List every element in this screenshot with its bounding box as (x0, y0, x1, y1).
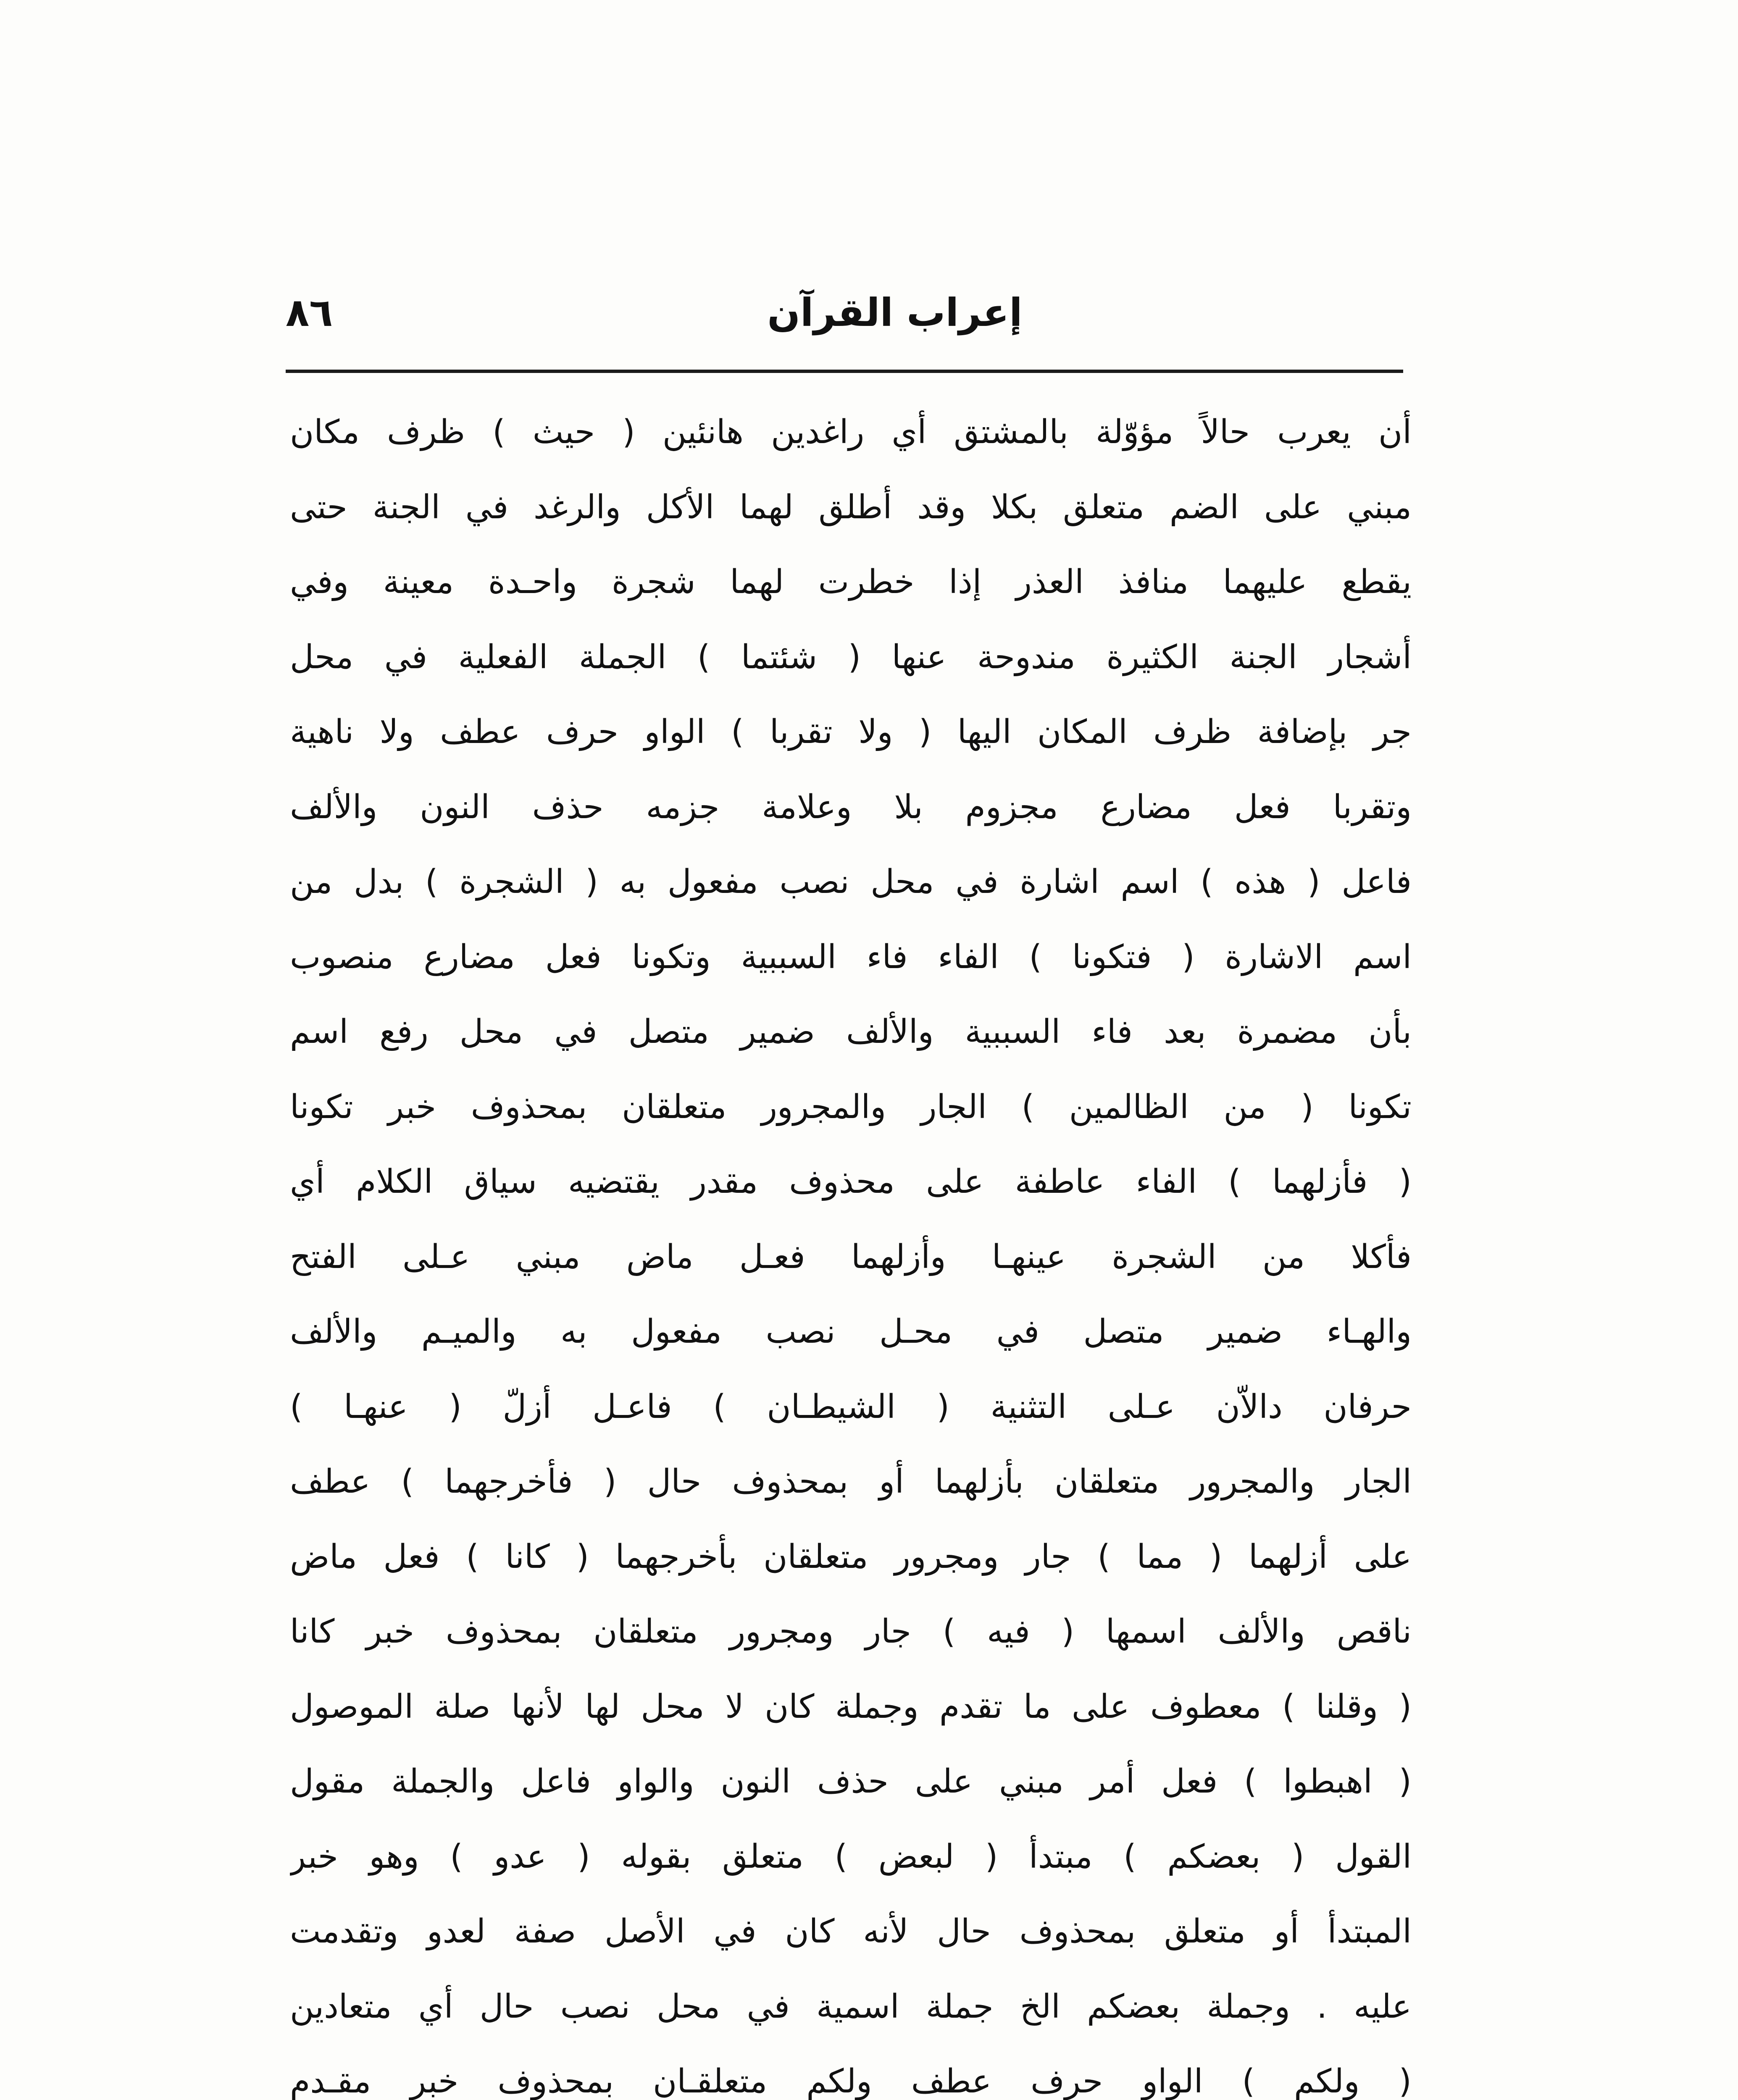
text-line: ( وقلنا ) معطوف على ما تقدم وجملة كان لا محل لها لأنها صلة الموصول (290, 1688, 1412, 1726)
text-line: والهـاء ضمير متصل في محـل نصب مفعول به والميـم والألف (290, 1313, 1412, 1351)
text-line: وتقربا فعل مضارع مجزوم بلا وعلامة جزمه حذف النون والألف (290, 788, 1412, 826)
running-title: إعراب القرآن (767, 290, 1023, 335)
text-line: حرفان دالاّن عـلى التثنية ( الشيطـان ) فاعـل أزلّ ( عنهـا ) (290, 1388, 1412, 1426)
text-line: ناقص والألف اسمها ( فيه ) جار ومجرور متعلقان بمحذوف خبر كانا (290, 1613, 1412, 1651)
text-line: على أزلهما ( مما ) جار ومجرور متعلقان بأخرجهما ( كانا ) فعل ماض (290, 1538, 1412, 1576)
text-line: اسم الاشارة ( فتكونا ) الفاء فاء السببية وتكونا فعل مضارع منصوب (290, 938, 1412, 976)
text-line: القول ( بعضكم ) مبتدأ ( لبعض ) متعلق بقوله ( عدو ) وهو خبر (290, 1838, 1412, 1876)
body-text (290, 395, 1412, 2100)
page-number: ٨٦ (286, 290, 333, 335)
text-line: فأكلا من الشجرة عينهـا وأزلهما فعـل ماض مبني عـلى الفتح (290, 1238, 1412, 1276)
text-line: عليه . وجملة بعضكم الخ جملة اسمية في محل نصب حال أي متعادين (290, 1987, 1412, 2026)
text-line: يقطع عليهما منافذ العذر إذا خطرت لهما شجرة واحـدة معينة وفي (290, 563, 1412, 601)
text-line: ( ولكم ) الواو حرف عطف ولكم متعلقـان بمحذوف خبر مقـدم (290, 2063, 1412, 2100)
text-line: مبني على الضم متعلق بكلا وقد أطلق لهما الأكل والرغد في الجنة حتى (290, 488, 1412, 526)
text-line: الجار والمجرور متعلقان بأزلهما أو بمحذوف حال ( فأخرجهما ) عطف (290, 1463, 1412, 1501)
text-line: ( اهبطوا ) فعل أمر مبني على حذف النون والواو فاعل والجملة مقول (290, 1763, 1412, 1801)
text-line: تكونا ( من الظالمين ) الجار والمجرور متعلقان بمحذوف خبر تكونا (290, 1088, 1412, 1126)
text-line: ( فأزلهما ) الفاء عاطفة على محذوف مقدر يقتضيه سياق الكلام أي (290, 1163, 1412, 1201)
text-line: جر بإضافة ظرف المكان اليها ( ولا تقربا ) الواو حرف عطف ولا ناهية (290, 713, 1412, 751)
text-line: بأن مضمرة بعد فاء السببية والألف ضمير متصل في محل رفع اسم (290, 1013, 1412, 1051)
text-line: فاعل ( هذه ) اسم اشارة في محل نصب مفعول به ( الشجرة ) بدل من (290, 863, 1412, 901)
text-line: أشجار الجنة الكثيرة مندوحة عنها ( شئتما ) الجملة الفعلية في محل (290, 638, 1412, 676)
text-line: أن يعرب حالاً مؤوّلة بالمشتق أي راغدين هانئين ( حيث ) ظرف مكان (290, 413, 1412, 451)
text-line: المبتدأ أو متعلق بمحذوف حال لأنه كان في الأصل صفة لعدو وتقدمت (290, 1913, 1412, 1950)
header-rule (286, 370, 1403, 373)
page-header (286, 277, 1403, 353)
